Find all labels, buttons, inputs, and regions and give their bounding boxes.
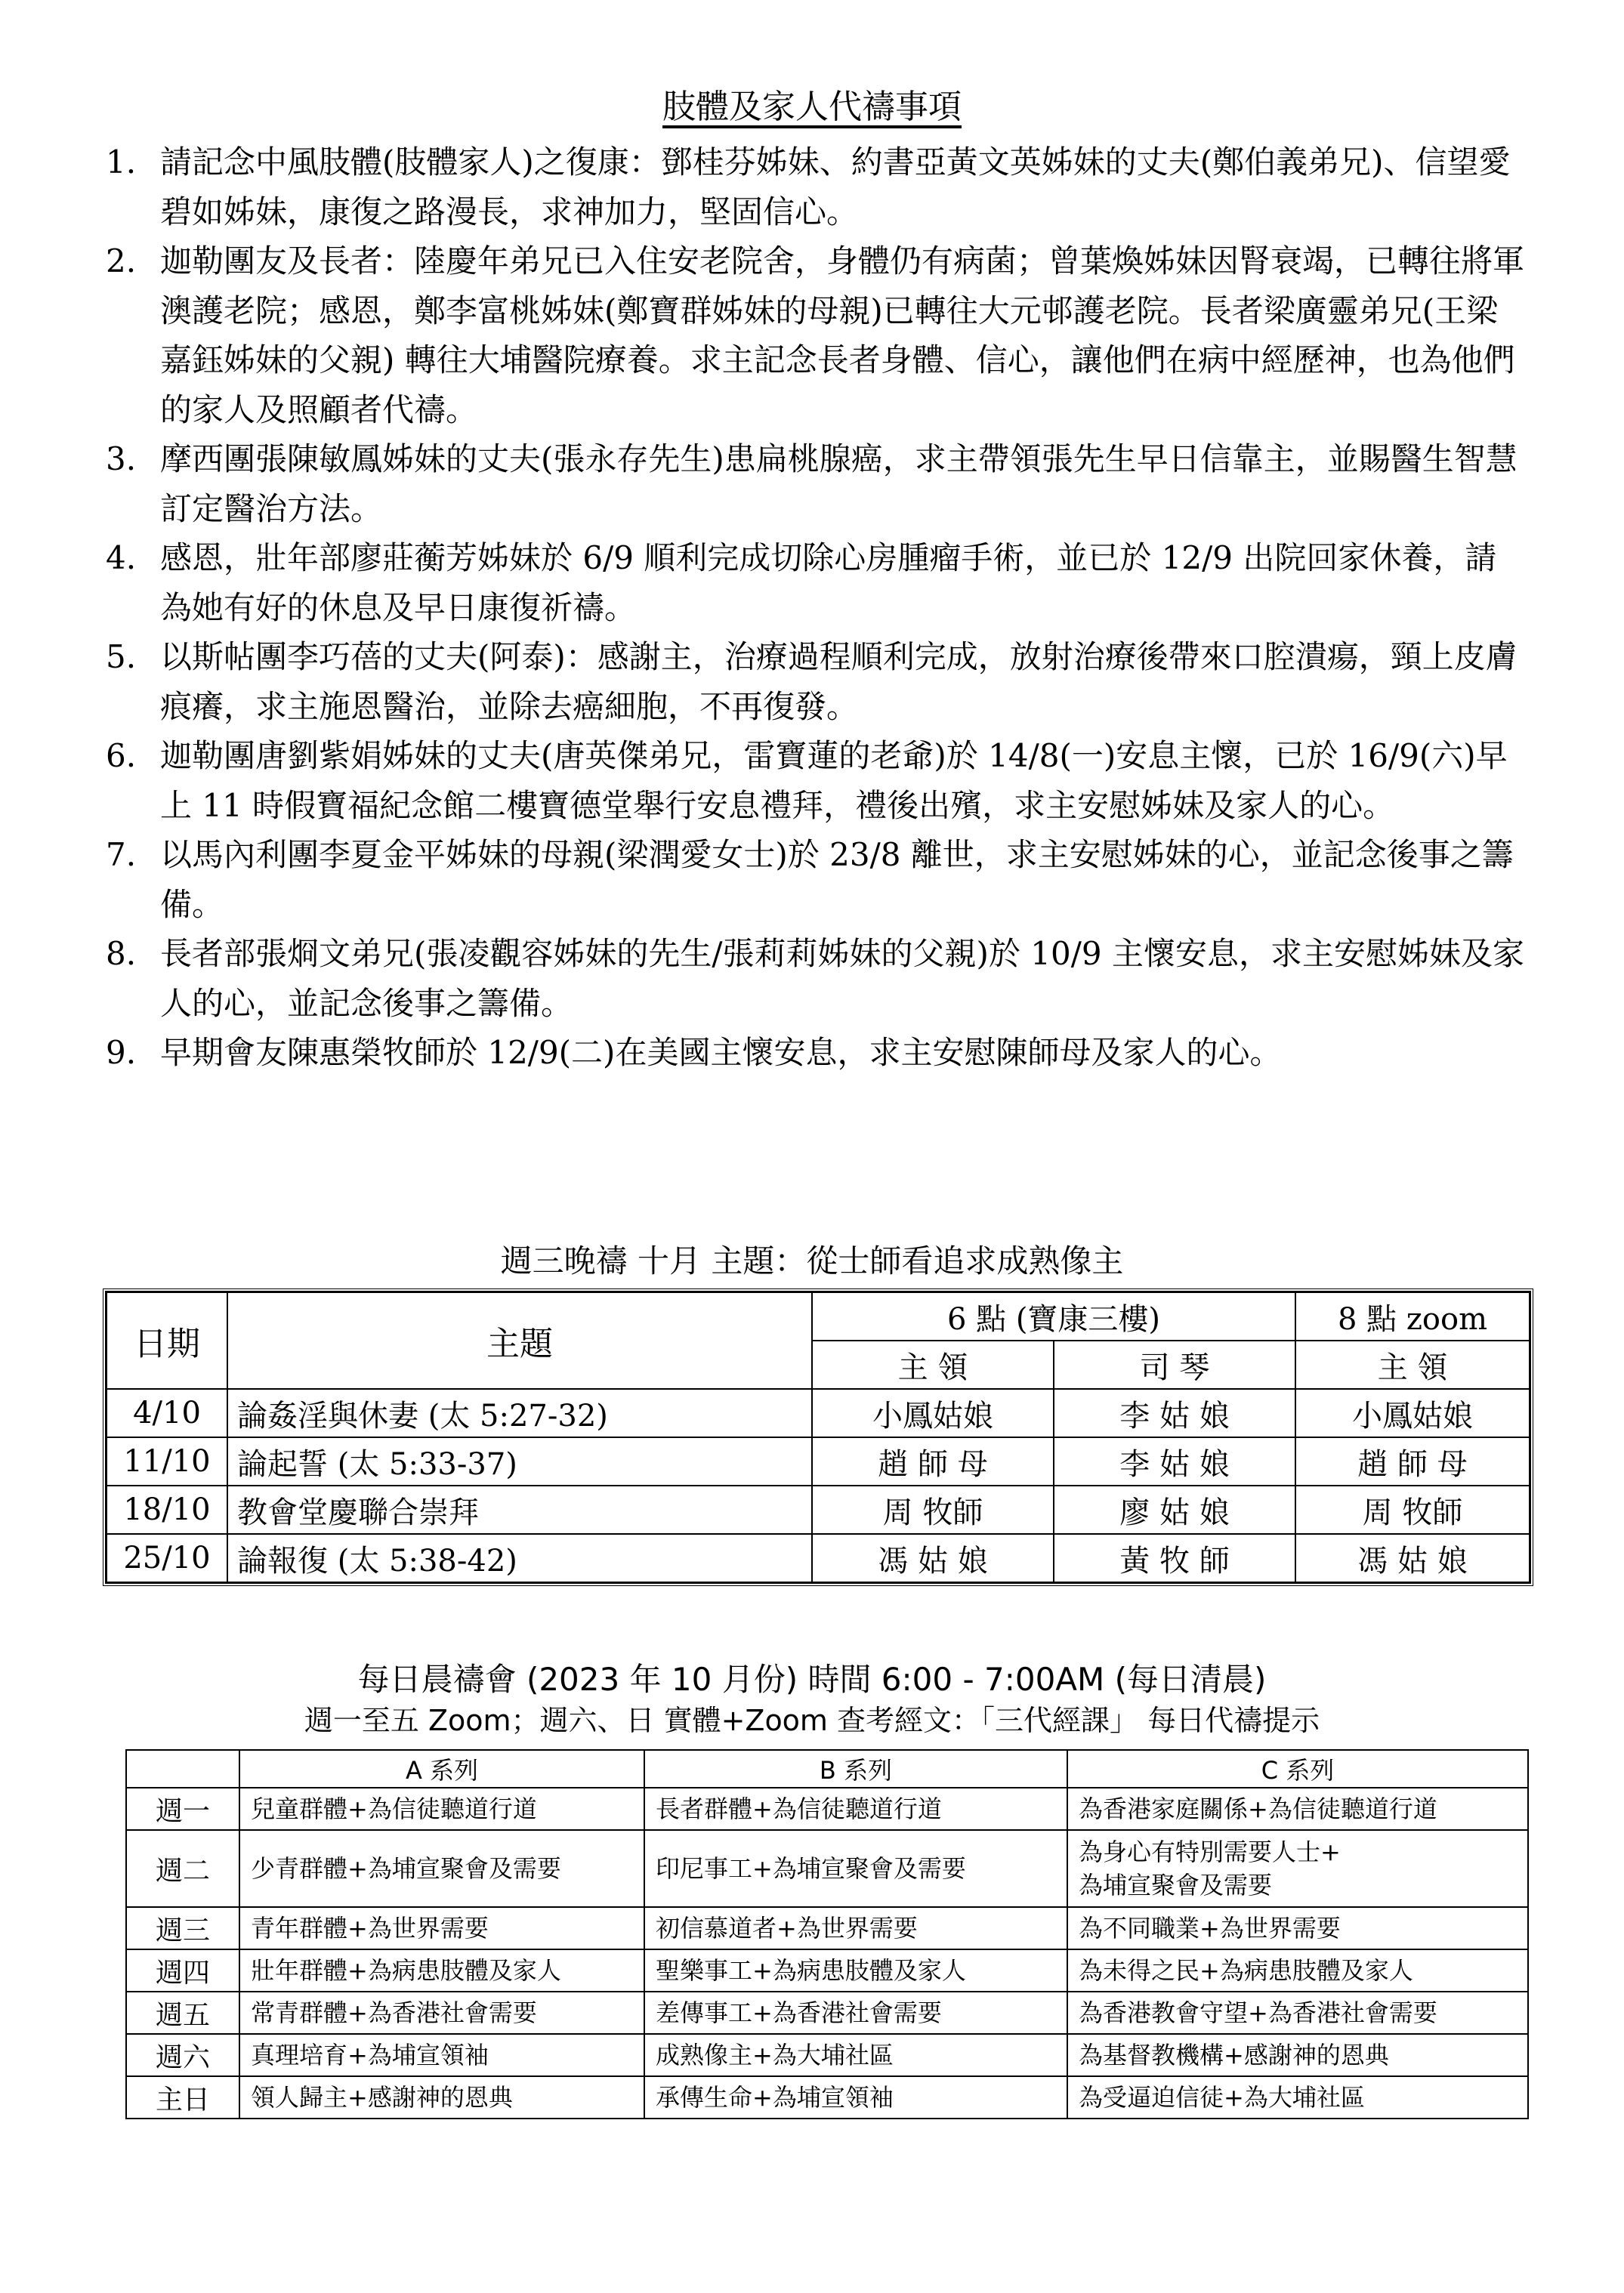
prayer-item-text: 摩西團張陳敏鳳姊妹的丈夫(張永存先生)患扁桃腺癌，求主帶領張先生早日信靠主，並賜醫生智慧訂定醫治方法。 (160, 440, 1517, 527)
cell-day: 主日 (126, 2076, 239, 2119)
prayer-item-text: 迦勒團友及長者：陸慶年弟兄已入住安老院舍，身體仍有病菌；曾葉煥姊妹因腎衰竭，已轉往將軍澳護老院；感恩，鄭李富桃姊妹(鄭寶群姊妹的母親)已轉往大元邨護老院。長者梁廣靈弟兄(王梁嘉鈺姊妹的父親) 轉往大埔醫院療養。求主記念長者身體、信心，讓他們在病中經歷神，也為他們的家人及照顧者代禱。 (160, 242, 1525, 428)
cell-series-a: 常青群體+為香港社會需要 (239, 1992, 644, 2034)
cell-day: 週三 (126, 1907, 239, 1949)
prayer-item-number: 8. (106, 935, 137, 972)
prayer-item-text: 早期會友陳惠榮牧師於 12/9(二)在美國主懷安息，求主安慰陳師母及家人的心。 (160, 1034, 1282, 1071)
prayer-list (106, 137, 1526, 1078)
cell-leader-8pm: 馮 姑 娘 (1295, 1534, 1530, 1582)
cell-series-a: 壯年群體+為病患肢體及家人 (239, 1949, 644, 1992)
cell-day: 週二 (126, 1830, 239, 1907)
prayer-item-text: 迦勒團唐劉紫娟姊妹的丈夫(唐英傑弟兄，雷寶蓮的老爺)於 14/8(一)安息主懷，已於 16/9(六)早上 11 時假寶福紀念館二樓寶德堂舉行安息禮拜，禮後出殯，求主安慰姊妹及家人的心。 (160, 737, 1508, 824)
cell-leader-8pm: 趙 師 母 (1295, 1437, 1530, 1486)
header-date: 日期 (107, 1292, 227, 1389)
table-row (126, 1788, 1528, 1830)
prayer-item (106, 830, 1526, 929)
prayer-item-number: 1. (106, 144, 137, 181)
header-series-a: A 系列 (239, 1750, 644, 1788)
table-row (126, 2034, 1528, 2076)
prayer-item (106, 731, 1526, 830)
cell-series-a: 領人歸主+感謝神的恩典 (239, 2076, 644, 2119)
cell-series-c: 為不同職業+為世界需要 (1067, 1907, 1528, 1949)
prayer-item (106, 929, 1526, 1028)
cell-pianist: 廖 姑 娘 (1054, 1486, 1295, 1534)
cell-leader-6pm: 趙 師 母 (812, 1437, 1054, 1486)
cell-series-a: 兒童群體+為信徒聽道行道 (239, 1788, 644, 1830)
cell-series-c: 為香港教會守望+為香港社會需要 (1067, 1992, 1528, 2034)
cell-series-c-line2: 為埔宣聚會及需要 (1079, 1871, 1273, 1900)
cell-pianist: 李 姑 娘 (1054, 1437, 1295, 1486)
cell-series-c: 為受逼迫信徒+為大埔社區 (1067, 2076, 1528, 2119)
cell-date: 18/10 (107, 1486, 227, 1534)
prayer-title: 肢體及家人代禱事項 (662, 88, 962, 126)
prayer-item-number: 3. (106, 440, 137, 477)
prayer-item-number: 2. (106, 242, 137, 279)
cell-series-c: 為未得之民+為病患肢體及家人 (1067, 1949, 1528, 1992)
cell-date: 4/10 (107, 1389, 227, 1437)
table-row (126, 1830, 1528, 1907)
header-series-b: B 系列 (644, 1750, 1067, 1788)
cell-pianist: 黃 牧 師 (1054, 1534, 1295, 1582)
cell-day: 週五 (126, 1992, 239, 2034)
prayer-item (106, 632, 1526, 731)
cell-topic: 論起誓 (太 5:33-37) (227, 1437, 812, 1486)
prayer-item-number: 7. (106, 836, 137, 873)
wednesday-header-row (107, 1292, 1530, 1341)
cell-topic: 論報復 (太 5:38-42) (227, 1534, 812, 1582)
table-row (126, 2076, 1528, 2119)
cell-topic: 論姦淫與休妻 (太 5:27-32) (227, 1389, 812, 1437)
cell-series-b: 長者群體+為信徒聽道行道 (644, 1788, 1067, 1830)
header-pianist: 司 琴 (1054, 1341, 1295, 1389)
prayer-item (106, 236, 1526, 434)
header-leader-8pm: 主 領 (1295, 1341, 1530, 1389)
prayer-item (106, 434, 1526, 533)
cell-day: 週六 (126, 2034, 239, 2076)
cell-leader-6pm: 周 牧師 (812, 1486, 1054, 1534)
table-row (126, 1907, 1528, 1949)
cell-series-b: 差傳事工+為香港社會需要 (644, 1992, 1067, 2034)
cell-series-b: 印尼事工+為埔宣聚會及需要 (644, 1830, 1067, 1907)
morning-header-row (126, 1750, 1528, 1788)
cell-series-b: 成熟像主+為大埔社區 (644, 2034, 1067, 2076)
cell-day: 週四 (126, 1949, 239, 1992)
prayer-item-text: 以斯帖團李巧蓓的丈夫(阿泰)：感謝主，治療過程順利完成，放射治療後帶來口腔潰瘍，頸上皮膚痕癢，求主施恩醫治，並除去癌細胞，不再復發。 (160, 638, 1517, 725)
cell-leader-8pm: 小鳳姑娘 (1295, 1389, 1530, 1437)
cell-topic: 教會堂慶聯合崇拜 (227, 1486, 812, 1534)
table-row (126, 1992, 1528, 2034)
cell-date: 25/10 (107, 1534, 227, 1582)
prayer-item-text: 以馬內利團李夏金平姊妹的母親(梁潤愛女士)於 23/8 離世，求主安慰姊妹的心，並記念後事之籌備。 (160, 836, 1514, 923)
prayer-item-text: 感恩，壯年部廖莊蘅芳姊妹於 6/9 順利完成切除心房腫瘤手術，並已於 12/9 出院回家休養，請為她有好的休息及早日康復祈禱。 (160, 539, 1497, 626)
prayer-item (106, 137, 1526, 236)
table-row (107, 1437, 1530, 1486)
morning-prayer-table (125, 1749, 1529, 2119)
table-row (107, 1486, 1530, 1534)
table-row (126, 1949, 1528, 1992)
cell-series-c: 為香港家庭關係+為信徒聽道行道 (1067, 1788, 1528, 1830)
morning-prayer-subtitle: 週一至五 Zoom；週六、日 實體+Zoom 查考經文：「三代經課」 每日代禱提示 (304, 1704, 1320, 1737)
cell-series-b: 聖樂事工+為病患肢體及家人 (644, 1949, 1067, 1992)
cell-series-c-line1: 為身心有特別需要人士+ (1079, 1838, 1341, 1866)
header-6pm-group: 6 點 (寶康三樓) (812, 1292, 1295, 1341)
cell-series-c (1067, 1830, 1528, 1907)
cell-leader-8pm: 周 牧師 (1295, 1486, 1530, 1534)
wednesday-schedule-table (106, 1292, 1530, 1583)
cell-day: 週一 (126, 1788, 239, 1830)
prayer-item-text: 長者部張烱文弟兄(張凌觀容姊妹的先生/張莉莉姊妹的父親)於 10/9 主懷安息，求主安慰姊妹及家人的心，並記念後事之籌備。 (160, 935, 1524, 1022)
cell-series-b: 初信慕道者+為世界需要 (644, 1907, 1067, 1949)
table-row (107, 1389, 1530, 1437)
cell-series-a: 青年群體+為世界需要 (239, 1907, 644, 1949)
prayer-item (106, 1028, 1526, 1078)
cell-series-c: 為基督教機構+感謝神的恩典 (1067, 2034, 1528, 2076)
header-8pm-group: 8 點 zoom (1295, 1292, 1530, 1341)
cell-series-a: 真理培育+為埔宣領袖 (239, 2034, 644, 2076)
prayer-item-number: 4. (106, 539, 137, 576)
header-series-c: C 系列 (1067, 1750, 1528, 1788)
prayer-item-text: 請記念中風肢體(肢體家人)之復康：鄧桂芬姊妹、約書亞黃文英姊妹的丈夫(鄭伯義弟兄)、信望愛碧如姊妹，康復之路漫長，求神加力，堅固信心。 (160, 144, 1511, 230)
cell-leader-6pm: 小鳳姑娘 (812, 1389, 1054, 1437)
prayer-item (106, 533, 1526, 632)
cell-leader-6pm: 馮 姑 娘 (812, 1534, 1054, 1582)
prayer-item-number: 9. (106, 1034, 137, 1071)
prayer-item-number: 6. (106, 737, 137, 774)
wednesday-title: 週三晚禱 十月 主題：從士師看追求成熟像主 (500, 1242, 1124, 1279)
cell-series-a: 少青群體+為埔宣聚會及需要 (239, 1830, 644, 1907)
cell-date: 11/10 (107, 1437, 227, 1486)
morning-prayer-title: 每日晨禱會 (2023 年 10 月份) 時間 6:00 - 7:00AM (每日清晨) (357, 1661, 1267, 1698)
table-row (107, 1534, 1530, 1582)
header-blank (126, 1750, 239, 1788)
header-topic: 主題 (227, 1292, 812, 1389)
header-leader-6pm: 主 領 (812, 1341, 1054, 1389)
prayer-item-number: 5. (106, 638, 137, 675)
cell-pianist: 李 姑 娘 (1054, 1389, 1295, 1437)
cell-series-b: 承傳生命+為埔宣領袖 (644, 2076, 1067, 2119)
